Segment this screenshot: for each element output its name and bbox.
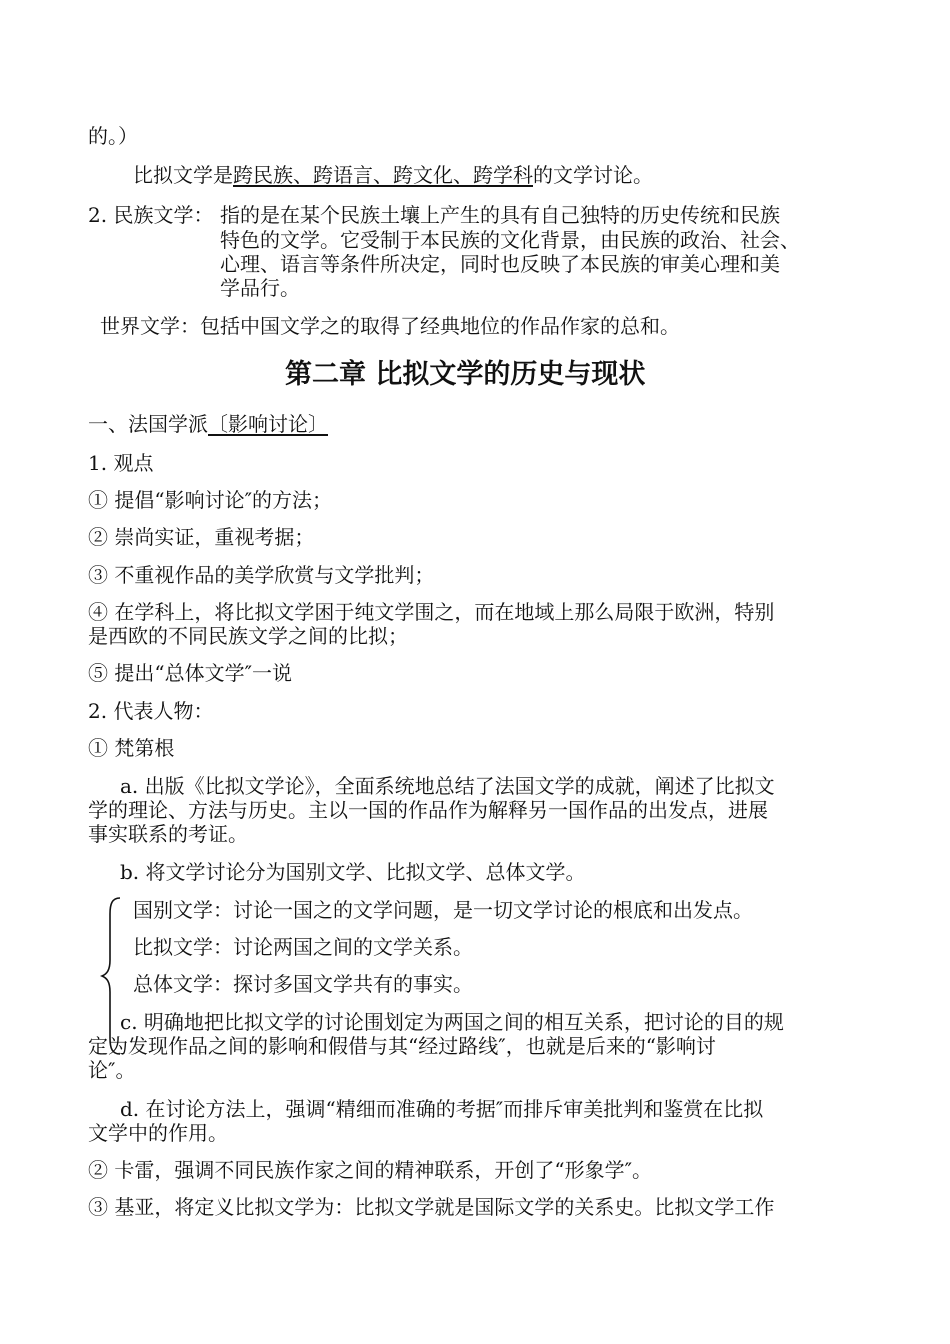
text-line: 世界文学：包括中国文学之的取得了经典地位的作品作家的总和。 bbox=[100, 314, 680, 338]
text-line: 定为发现作品之间的影响和假借与其“经过路线″，也就是后来的“影响讨 bbox=[88, 1034, 716, 1058]
list-item: ⑤ 提出“总体文学″一说 bbox=[88, 661, 293, 685]
text-line: c. 明确地把比拟文学的讨论围划定为两国之间的相互关系，把讨论的目的规 bbox=[120, 1010, 784, 1034]
text-line: 特色的文学。它受制于本民族的文化背景，由民族的政治、社会、 bbox=[220, 228, 800, 252]
text-line: 指的是在某个民族土壤上产生的具有自己独特的历史传统和民族 bbox=[220, 203, 780, 227]
text-line: 2. 代表人物： bbox=[88, 699, 214, 723]
text-line: d. 在讨论方法上，强调“精细而准确的考据″而排斥审美批判和鉴赏在比拟 bbox=[120, 1097, 764, 1121]
list-item: ③ 基亚，将定义比拟文学为：比拟文学就是国际文学的关系史。比拟文学工作 bbox=[88, 1195, 775, 1219]
text-line: 文学中的作用。 bbox=[88, 1121, 228, 1145]
text-line: 事实联系的考证。 bbox=[88, 822, 248, 846]
text-line: 论″。 bbox=[88, 1058, 136, 1082]
chapter-title: 第二章 比拟文学的历史与现状 bbox=[285, 359, 646, 390]
underlined-text: 跨民族、跨语言、跨文化、跨学科 bbox=[233, 163, 533, 187]
list-item: ③ 不重视作品的美学欣赏与文学批判； bbox=[88, 563, 435, 587]
term-label: 2. 民族文学： bbox=[88, 203, 214, 227]
text-span: 一、法国学派 bbox=[88, 412, 208, 436]
list-item: ② 崇尚实证，重视考据； bbox=[88, 525, 315, 549]
text-line: 是西欧的不同民族文学之间的比拟； bbox=[88, 624, 408, 648]
text-line: 1. 观点 bbox=[88, 451, 154, 475]
text-span: 的文学讨论。 bbox=[533, 163, 653, 187]
text-line: 学品行。 bbox=[220, 276, 300, 300]
text-line: 学的理论、方法与历史。主以一国的作品作为解释另一国作品的出发点，进展 bbox=[88, 798, 768, 822]
text-line: 的。） bbox=[88, 124, 138, 148]
text-line: b. 将文学讨论分为国别文学、比拟文学、总体文学。 bbox=[120, 860, 586, 884]
section-heading bbox=[88, 412, 328, 436]
text-span: 比拟文学是 bbox=[133, 163, 233, 187]
list-item: ① 梵第根 bbox=[88, 736, 175, 760]
text-line: a. 出版《比拟文学论》，全面系统地总结了法国文学的成就，阐述了比拟文 bbox=[120, 774, 775, 798]
text-line: 比拟文学：讨论两国之间的文学关系。 bbox=[133, 935, 473, 959]
text-line: 总体文学：探讨多国文学共有的事实。 bbox=[133, 972, 473, 996]
list-item: ② 卡雷，强调不同民族作家之间的精神联系，开创了“形象学″。 bbox=[88, 1158, 653, 1182]
list-item: ④ 在学科上，将比拟文学困于纯文学围之，而在地域上那么局限于欧洲，特别 bbox=[88, 600, 775, 624]
text-line: 心理、语言等条件所决定，同时也反映了本民族的审美心理和美 bbox=[220, 252, 780, 276]
list-item: ① 提倡“影响讨论″的方法； bbox=[88, 488, 333, 512]
underlined-text: 〔影响讨论〕 bbox=[208, 412, 328, 436]
definition-comparative-literature bbox=[133, 163, 653, 187]
curly-brace-icon bbox=[100, 896, 122, 1056]
text-line: 国别文学：讨论一国之的文学问题，是一切文学讨论的根底和出发点。 bbox=[133, 898, 753, 922]
